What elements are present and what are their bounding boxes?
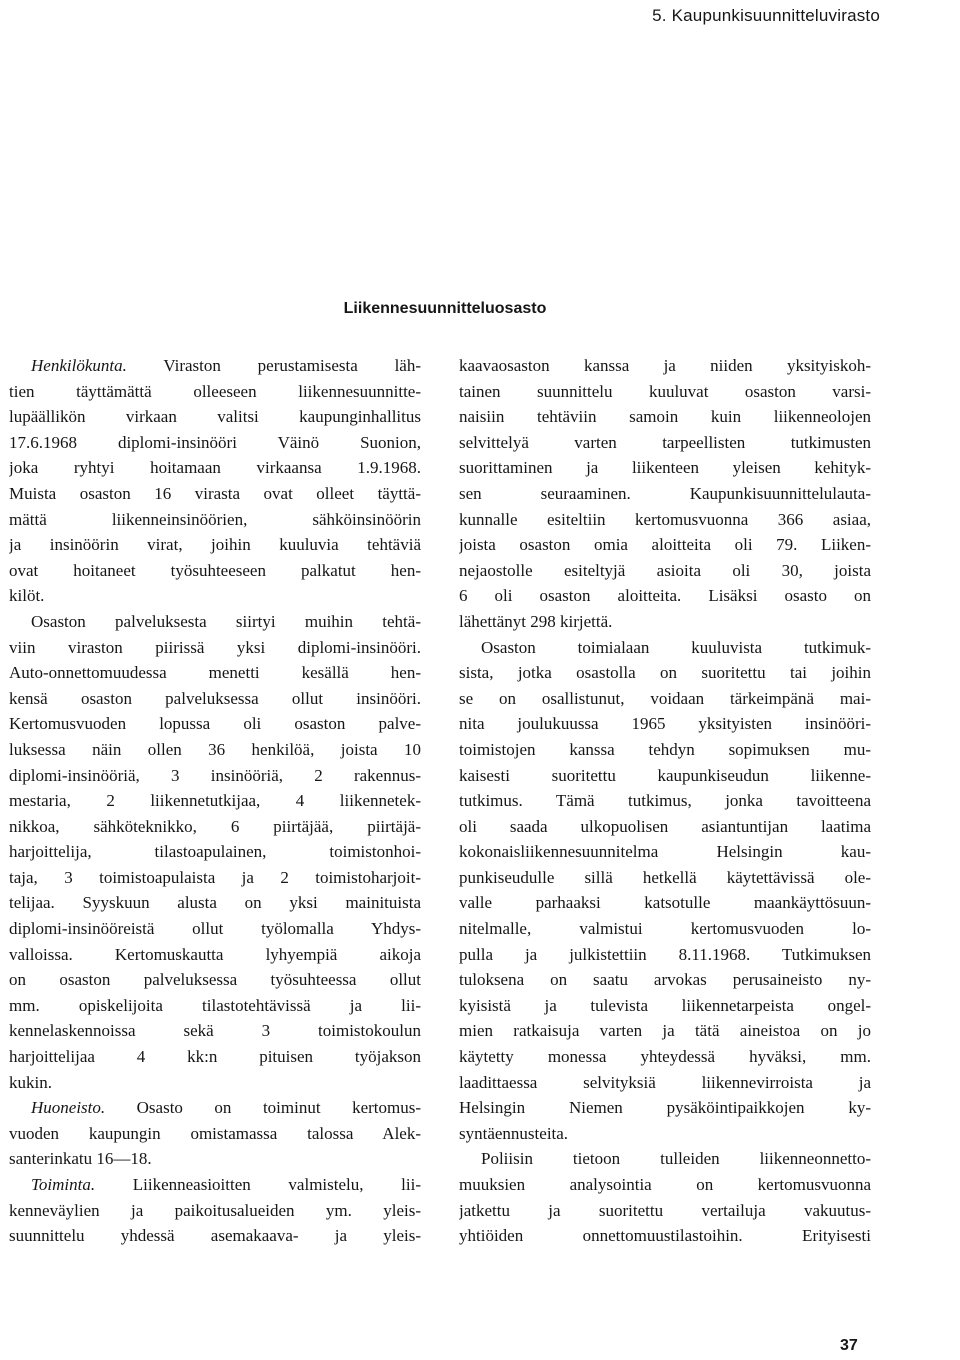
paragraph-line: ja insinöörin virat, joihin kuuluvia tehtäviä bbox=[9, 535, 421, 555]
paragraph-line: suorittaminen ja liikenteen yleisen kehityk- bbox=[459, 458, 871, 478]
paragraph-line: selvittelyä varten tarpeellisten tutkimusten bbox=[459, 432, 871, 452]
paragraph-line: tainen suunnittelu kuuluvat osaston varsi- bbox=[459, 381, 871, 401]
paragraph-line: kensä osaston palveluksessa ollut insinööri. bbox=[9, 688, 421, 708]
paragraph-line: kaisesti suoritettu kaupunkiseudun liikenne- bbox=[459, 765, 871, 785]
paragraph-line: kennelaskennoissa sekä 3 toimistokoulun bbox=[9, 1021, 421, 1041]
paragraph-line: on osaston palveluksessa työsuhteessa ollut bbox=[9, 970, 421, 990]
paragraph-line bbox=[9, 353, 421, 379]
paragraph-line: se on osallistunut, voidaan tärkeimpänä mai- bbox=[459, 688, 871, 708]
paragraph-line: sista, jotka osastolla on suoritettu tai joihin bbox=[459, 663, 871, 683]
paragraph-line: 17.6.1968 diplomi-insinööri Väinö Suonion, bbox=[9, 432, 421, 452]
paragraph-line: Poliisin tietoon tulleiden liikenneonnetto- bbox=[481, 1149, 871, 1169]
paragraph-line: Muista osaston 16 virasta ovat olleet täyttä- bbox=[9, 483, 421, 503]
paragraph-line: yhtiöiden onnettomuustilastoihin. Erityisesti bbox=[459, 1226, 871, 1246]
paragraph-line: kenneväylien ja paikoitusalueiden ym. yleis- bbox=[9, 1200, 421, 1220]
paragraph-line: nitelmalle, valmistui kertomusvuoden lo- bbox=[459, 919, 871, 939]
paragraph-line: telijaa. Syyskuun alusta on yksi mainituista bbox=[9, 893, 421, 913]
paragraph-line: oli saada ulkopuolisen asiantuntijan laatima bbox=[459, 816, 871, 836]
paragraph-line: kunnalle esiteltiin kertomusvuonna 366 asiaa, bbox=[459, 509, 871, 529]
paragraph-line: santerinkatu 16—18. bbox=[9, 1149, 152, 1169]
paragraph-line: taja, 3 toimistoapulaista ja 2 toimistoharjoit- bbox=[9, 867, 421, 887]
paragraph-line: tutkimus. Tämä tutkimus, jonka tavoitteena bbox=[459, 791, 871, 811]
paragraph-line: suunnittelu yhdessä asemakaava- ja yleis- bbox=[9, 1226, 421, 1246]
paragraph-line: käytetty monessa yhteydessä hyväksi, mm. bbox=[459, 1047, 871, 1067]
paragraph-line: valloissa. Kertomuskautta lyhyempiä aikoja bbox=[9, 944, 421, 964]
paragraph-line: vuoden kaupungin omistamassa talossa Alek- bbox=[9, 1123, 421, 1143]
paragraph-line: Osaston toimialaan kuuluvista tutkimuk- bbox=[481, 637, 871, 657]
line-text: Viraston perustamisesta läh- bbox=[126, 356, 421, 375]
paragraph-line: nita joulukuussa 1965 yksityisten insinööri- bbox=[459, 714, 871, 734]
paragraph-line: mestaria, 2 liikennetutkijaa, 4 liikennetek- bbox=[9, 791, 421, 811]
paragraph-line: jatkettu ja suoritettu vertailuja vakuutus- bbox=[459, 1200, 871, 1220]
paragraph-line: lähettänyt 298 kirjettä. bbox=[459, 611, 613, 631]
paragraph-line: punkiseudulle sillä hetkellä käytettävissä ole- bbox=[459, 867, 871, 887]
paragraph-line bbox=[9, 1172, 421, 1198]
paragraph-line: lupäällikön virkaan valitsi kaupunginhallitus bbox=[9, 407, 421, 427]
paragraph-line: valle parhaaksi katsotulle maankäyttösuun- bbox=[459, 893, 871, 913]
paragraph-line: kaavaosaston kanssa ja niiden yksityiskoh- bbox=[459, 356, 871, 375]
paragraph-line: Helsingin Niemen pysäköintipaikkojen ky- bbox=[459, 1098, 871, 1118]
paragraph-line: mien ratkaisuja varten ja tätä aineistoa on jo bbox=[459, 1021, 871, 1041]
paragraph-line: Osaston palveluksesta siirtyi muihin tehtä- bbox=[31, 611, 421, 631]
paragraph-line: nikkoa, sähköteknikko, 6 piirtäjää, piirtäjä- bbox=[9, 816, 421, 836]
paragraph-line: mm. opiskelijoita tilastotehtävissä ja lii- bbox=[9, 995, 421, 1015]
line-text: Liikenneasioitten valmistelu, lii- bbox=[95, 1175, 421, 1194]
paragraph-line: Kertomusvuoden lopussa oli osaston palve- bbox=[9, 714, 421, 734]
paragraph-line: joka ryhtyi hoitamaan virkaansa 1.9.1968. bbox=[9, 458, 421, 478]
run-in-heading: Toiminta. bbox=[31, 1175, 96, 1194]
paragraph-line: tien täyttämättä olleeseen liikennesuunnitte- bbox=[9, 381, 421, 401]
paragraph-line: pulla ja julkistettiin 8.11.1968. Tutkimuksen bbox=[459, 944, 871, 964]
paragraph-line: kilöt. bbox=[9, 586, 45, 606]
paragraph-line: tuloksena on saatu arvokas perusaineisto ny- bbox=[459, 970, 871, 990]
paragraph-line: joista osaston omia aloitteita oli 79. Liiken- bbox=[459, 535, 871, 555]
paragraph-line: mättä liikenneinsinöörien, sähköinsinöörin bbox=[9, 509, 421, 529]
run-in-heading: Henkilökunta. bbox=[31, 356, 127, 375]
paragraph-line: nejaostolle esiteltyjä asioita oli 30, joista bbox=[459, 560, 871, 580]
paragraph-line: diplomi-insinööreistä ollut työlomalla Yhdys- bbox=[9, 919, 421, 939]
paragraph-line: kyisistä ja tulevista liikennetarpeista ongel- bbox=[459, 995, 871, 1015]
run-in-heading: Huoneisto. bbox=[31, 1098, 106, 1118]
running-header: 5. Kaupunkisuunnitteluvirasto bbox=[652, 6, 880, 25]
paragraph-line: harjoittelijaa 4 kk:n pituisen työjakson bbox=[9, 1047, 421, 1067]
paragraph-line: naisiin tehtäviin samoin kuin liikenneolojen bbox=[459, 407, 871, 427]
paragraph-line: viin viraston piirissä yksi diplomi-insinööri. bbox=[9, 637, 421, 657]
paragraph-line: muuksien analysointia on kertomusvuonna bbox=[459, 1175, 871, 1194]
paragraph-line: diplomi-insinööriä, 3 insinööriä, 2 rakennus- bbox=[9, 765, 421, 785]
paragraph-line: ovat hoitaneet työsuhteeseen palkatut hen- bbox=[9, 560, 421, 580]
section-title: Liikennesuunnitteluosasto bbox=[343, 300, 547, 317]
paragraph-line: kukin. bbox=[9, 1072, 52, 1092]
right-column bbox=[459, 353, 871, 1249]
line-text: Osasto on toiminut kertomus- bbox=[105, 1098, 421, 1118]
paragraph-line: syntäennusteita. bbox=[459, 1123, 569, 1143]
paragraph-line: kokonaisliikennesuunnitelma Helsingin kau- bbox=[459, 842, 871, 862]
paragraph-line: toimistojen kanssa tehdyn sopimuksen mu- bbox=[459, 739, 871, 759]
left-column bbox=[9, 353, 421, 1249]
paragraph-line: sen seuraaminen. Kaupunkisuunnittelulauta- bbox=[459, 483, 871, 503]
paragraph-line: luksessa näin ollen 36 henkilöä, joista 10 bbox=[9, 739, 421, 759]
page-number: 37 bbox=[840, 1337, 858, 1354]
paragraph-line bbox=[9, 1095, 421, 1121]
paragraph-line: harjoittelija, tilastoapulainen, toimistonhoi- bbox=[9, 842, 421, 862]
paragraph-line: 6 oli osaston aloitteita. Lisäksi osasto on bbox=[459, 586, 871, 606]
paragraph-line: laadittaessa selvityksiä liikennevirroista ja bbox=[459, 1072, 871, 1092]
paragraph-line: Auto-onnettomuudessa menetti kesällä hen- bbox=[9, 663, 421, 683]
